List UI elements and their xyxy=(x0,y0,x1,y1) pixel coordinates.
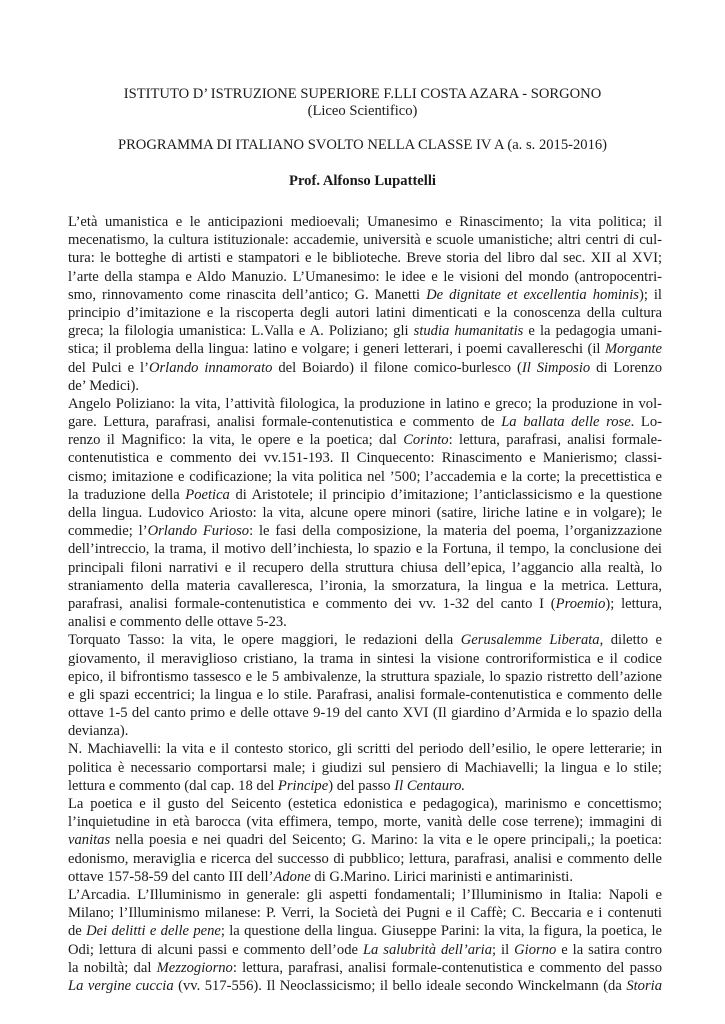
text-line xyxy=(68,813,662,831)
text-line xyxy=(68,249,662,267)
text-segment: e la satira contro xyxy=(556,941,663,958)
italic-title-text: Poetica xyxy=(185,486,230,503)
text-segment: ; il xyxy=(492,941,515,958)
text-segment: contenutistica e commento dei vv.151-193. Il Cinquecento: Rinascimento e Manierismo; classi- xyxy=(68,450,662,467)
text-line xyxy=(68,868,662,886)
text-line xyxy=(68,231,662,249)
text-line xyxy=(68,613,662,631)
text-segment: L’Arcadia. L’Illuminismo in generale: gli aspetti fondamentali; l’Illuminismo in Italia: Napoli e xyxy=(68,886,662,903)
text-segment: edonismo, meraviglia e ricerca del successo di pubblico; lettura, parafrasi, analisi e commento delle xyxy=(68,850,662,867)
text-line xyxy=(68,831,662,849)
text-segment: greca; la filologia umanistica: L.Valla e A. Poliziano; gli xyxy=(68,323,414,340)
text-segment: . Lo- xyxy=(630,414,662,431)
text-segment: N. Machiavelli: la vita e il contesto storico, gli scritti del periodo dell’esilio, le opere letterarie; in xyxy=(68,741,662,758)
text-segment: : le fasi della composizione, la materia del poema, l’organizzazione xyxy=(249,523,662,540)
text-segment: Odi; lettura di alcuni passi e commento dell’ode xyxy=(68,941,363,958)
text-line xyxy=(68,631,662,649)
text-segment: l’inquietudine in età barocca (vita effimera, tempo, morte, vanità delle cose terrene); immagini di xyxy=(68,814,662,831)
text-segment: cismo; imitazione e codificazione; la vita politica nel ’500; l’accademia e la corte; la precettistica e xyxy=(68,468,662,485)
italic-title-text: Il Simposio xyxy=(521,359,591,376)
text-line xyxy=(68,286,662,304)
italic-title-text: Adone xyxy=(273,868,311,885)
text-segment: la nobiltà; dal xyxy=(68,959,157,976)
italic-title-text: La salubrità dell’aria xyxy=(362,941,493,958)
text-segment: ottave 1-5 del canto primo e delle ottave 9-19 del canto XVI (Il giardino d’Armida e lo spazio della xyxy=(68,705,662,722)
text-line xyxy=(68,522,662,540)
text-line xyxy=(68,577,662,595)
italic-title-text: Il Centauro. xyxy=(394,777,466,794)
program-title: PROGRAMMA DI ITALIANO SVOLTO NELLA CLASSE IV A (a. s. 2015-2016) xyxy=(117,137,608,153)
text-line xyxy=(68,850,662,868)
text-line xyxy=(68,413,662,431)
text-line xyxy=(68,449,662,467)
text-segment: ; la questione della lingua. Giuseppe Parini: la vita, la figura, la poetica, le xyxy=(220,923,662,940)
text-line xyxy=(68,540,662,558)
text-line xyxy=(68,559,662,577)
text-segment: smo, rinnovamento come rinascita dell’antico; G. Manetti xyxy=(68,286,427,303)
text-line xyxy=(68,740,662,758)
text-segment: del Pulci e l’ xyxy=(68,359,149,376)
text-line xyxy=(68,941,662,959)
text-line xyxy=(68,704,662,722)
text-line xyxy=(68,213,662,231)
text-segment: de’ Medici). xyxy=(68,377,140,394)
text-line xyxy=(68,468,662,486)
text-segment: L’età umanistica e le anticipazioni medioevali; Umanesimo e Rinascimento; la vita politica; il xyxy=(68,214,662,230)
italic-title-text: studia humanitatis xyxy=(413,323,524,340)
italic-title-text: vanitas xyxy=(68,832,111,849)
text-line xyxy=(68,359,662,377)
text-line xyxy=(68,431,662,449)
italic-title-text: Orlando innamorato xyxy=(148,359,273,376)
italic-title-text: Proemio xyxy=(555,595,606,612)
italic-title-text: Mezzogiorno xyxy=(156,959,233,976)
text-segment: Milano; l’Illuminismo milanese: P. Verri, la Società dei Pugni e il Caffè; C. Beccaria e i contenuti xyxy=(68,905,662,922)
text-segment: tura: le botteghe di artisti e stampatori e le biblioteche. Breve storia del libro dal sec. XII al XVI; xyxy=(68,250,662,267)
text-segment: straniamento della materia cavalleresca, l’ironia, la smorzatura, la lingua e la metrica. Lettura, xyxy=(68,577,662,594)
text-segment: dell’intreccio, la trama, il motivo dell’inchiesta, lo spazio e la Fortuna, il tempo, la conclusione dei xyxy=(68,541,662,558)
text-line xyxy=(68,504,662,522)
text-line xyxy=(68,922,662,940)
text-segment: e la pedagogia umani- xyxy=(523,323,662,340)
text-line xyxy=(68,959,662,977)
text-line xyxy=(68,268,662,286)
italic-title-text: Gerusalemme Liberata xyxy=(460,632,600,649)
text-segment: ) del passo xyxy=(328,777,395,794)
text-segment: nella poesia e nei quadri del Seicento; G. Marino: la vita e le opere principali,; la poetica: xyxy=(110,832,662,849)
text-segment: ottave 157-58-59 del canto III dell’ xyxy=(68,868,274,885)
italic-title-text: De dignitate et excellentia hominis xyxy=(426,286,639,303)
text-segment: de xyxy=(68,923,87,940)
italic-title-text: Giorno xyxy=(514,941,557,958)
text-segment: mecenatismo, la cultura istituzionale: accademie, università e scuole umanistiche; altri centri di cul- xyxy=(68,232,662,249)
text-segment: , diletto e xyxy=(599,632,662,649)
text-segment: Angelo Poliziano: la vita, l’attività filologica, la produzione in latino e greco; la produzione in vol- xyxy=(68,395,662,412)
text-segment: (vv. 517-556). Il Neoclassicismo; il bello ideale secondo Winckelmann (da xyxy=(173,977,627,994)
text-segment: principio d’imitazione e la riscoperta degli autori latini dimenticati e la conoscenza della cultura xyxy=(68,304,662,321)
text-segment: parafrasi, analisi formale-contenutistica e commento dei vv. 1-32 del canto I ( xyxy=(68,595,556,612)
italic-title-text: La ballata delle rose xyxy=(501,414,631,431)
text-segment: ); il xyxy=(638,286,662,303)
text-segment: epico, il bifrontismo tassesco e le 5 ambivalenze, la struttura spaziale, lo spazio ristretto dell’azione xyxy=(68,668,662,685)
professor-name: Prof. Alfonso Lupattelli xyxy=(289,173,436,189)
text-segment: giovamento, il meraviglioso cristiano, la trama in sintesi la visione controriformistica e il codice xyxy=(68,650,662,667)
text-line xyxy=(68,340,662,358)
italic-title-text: Principe xyxy=(277,777,329,794)
text-segment: della lingua. Ludovico Ariosto: la vita, alcune opere minori (satire, liriche latine e in volgare); le xyxy=(68,505,662,521)
text-segment: gare. Lettura, parafrasi, analisi formale-contenutistica e commento de xyxy=(68,414,502,431)
text-segment: e gli spazi eccentrici; la lingua e lo stile. Parafrasi, analisi formale-contenutistica e commento delle xyxy=(68,686,662,703)
text-segment: l’arte della stampa e Aldo Manuzio. L’Umanesimo: le idee e le visioni del mondo (antropocentri- xyxy=(68,268,662,285)
text-line xyxy=(68,759,662,777)
text-segment: stica; il problema della lingua: latino e volgare; i generi letterari, i poemi cavallereschi (il xyxy=(68,341,605,358)
text-segment: Torquato Tasso: la vita, le opere maggiori, le redazioni della xyxy=(68,632,461,649)
text-line xyxy=(68,377,662,395)
text-line xyxy=(68,977,662,995)
italic-title-text: Orlando Furioso xyxy=(147,523,250,540)
text-segment: ); lettura, xyxy=(605,595,662,612)
text-line xyxy=(68,304,662,322)
text-line xyxy=(68,904,662,922)
text-line xyxy=(68,795,662,813)
text-segment: politica è necessario comportarsi male; i giudizi sul pensiero di Machiavelli; la lingua e lo stile; xyxy=(68,759,662,776)
italic-title-text: Storia xyxy=(626,977,662,994)
text-line xyxy=(68,486,662,504)
text-line xyxy=(68,395,662,413)
text-segment: principali filoni narrativi e il recupero della struttura chiusa dell’epica, l’aggancio alla realtà, lo xyxy=(68,559,662,576)
school-subtitle: (Liceo Scientifico) xyxy=(307,103,418,119)
institute-heading: ISTITUTO D’ ISTRUZIONE SUPERIORE F.LLI COSTA AZARA - SORGONO xyxy=(123,86,602,102)
italic-title-text: Dei delitti e delle pene xyxy=(86,923,221,940)
text-line xyxy=(68,650,662,668)
text-line xyxy=(68,322,662,340)
text-line xyxy=(68,668,662,686)
italic-title-text: La vergine cuccia xyxy=(68,977,174,994)
text-line xyxy=(68,777,662,795)
text-line xyxy=(68,686,662,704)
text-segment: di G.Marino. Lirici marinisti e antimarinisti. xyxy=(310,868,573,885)
text-segment: devianza). xyxy=(68,723,129,740)
text-segment: del Boiardo) il filone comico-burlesco ( xyxy=(272,359,522,376)
text-segment: di Aristotele; il principio d’imitazione; l’anticlassicismo e la questione xyxy=(229,486,662,503)
text-segment: renzo il Magnifico: la vita, le opere e la poetica; dal xyxy=(68,432,404,449)
text-line xyxy=(68,722,662,740)
text-segment: analisi e commento delle ottave 5-23. xyxy=(68,614,287,631)
text-line xyxy=(68,886,662,904)
text-segment: La poetica e il gusto del Seicento (estetica edonistica e pedagogica), marinismo e concettismo; xyxy=(68,796,662,812)
text-segment: commedie; l’ xyxy=(68,523,148,540)
text-segment: : lettura, parafrasi, analisi formale- xyxy=(448,432,662,449)
text-segment: : lettura, parafrasi, analisi formale-contenutistica e commento del passo xyxy=(232,959,663,976)
text-segment: la traduzione della xyxy=(68,486,186,503)
italic-title-text: Corinto xyxy=(403,432,449,449)
text-line xyxy=(68,595,662,613)
program-body-text xyxy=(68,213,662,995)
italic-title-text: Morgante xyxy=(604,341,662,358)
text-segment: lettura e commento (dal cap. 18 del xyxy=(68,777,278,794)
text-segment: di Lorenzo xyxy=(590,359,663,376)
